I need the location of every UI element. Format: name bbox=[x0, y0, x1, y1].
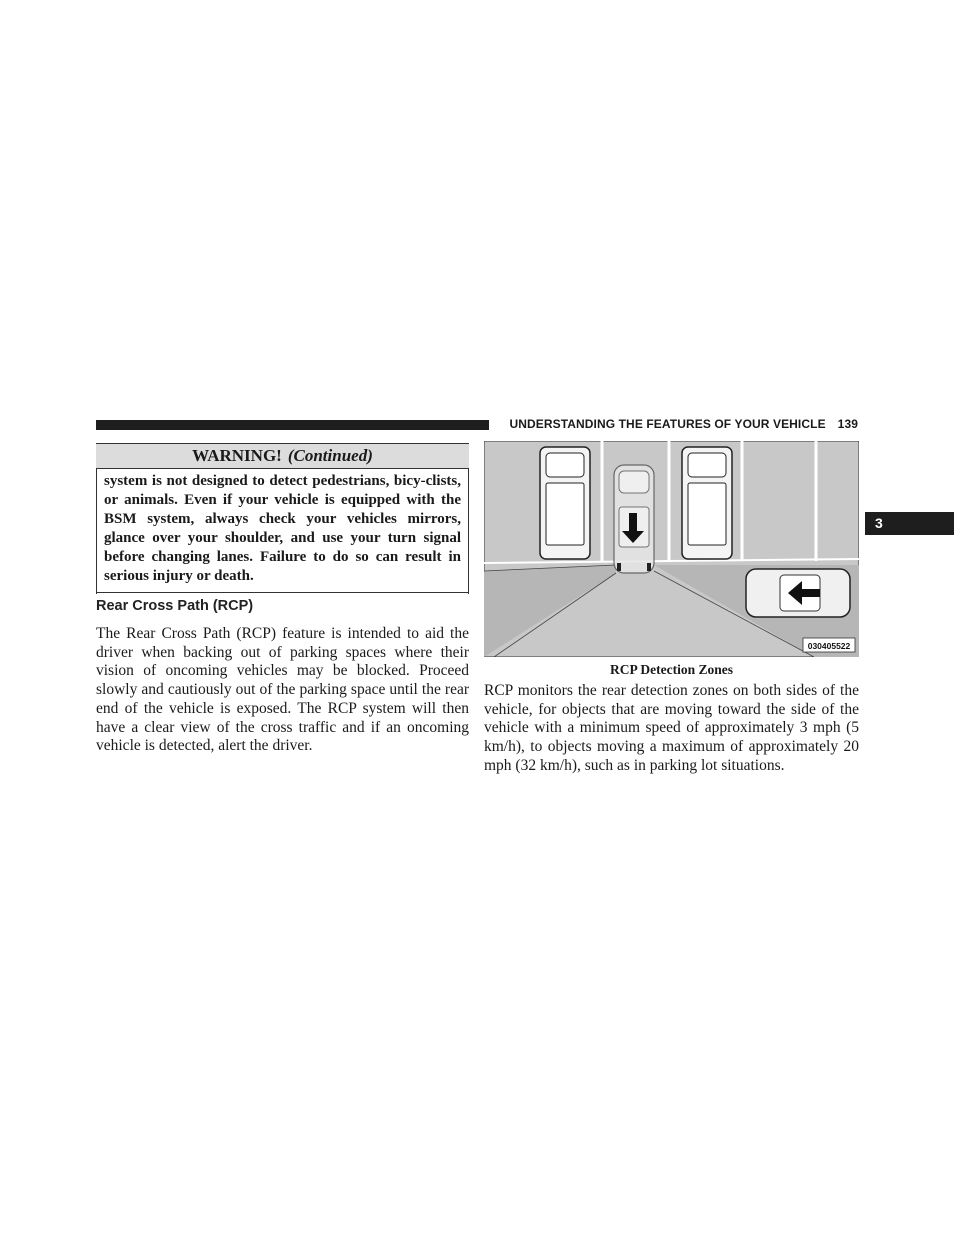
figure-caption: RCP Detection Zones bbox=[610, 662, 733, 677]
section-heading: Rear Cross Path (RCP) bbox=[96, 598, 254, 614]
section-title: UNDERSTANDING THE FEATURES OF YOUR VEHICLE bbox=[509, 417, 826, 431]
warning-text: system is not designed to detect pedestrians, bicy-clists, or animals. Even if your vehicle is equipped with the BSM system, always check your vehicles mirrors, glance over your shoulder, and use your turn signal before changing lanes. Failure to do so can result in serious injury or death. bbox=[96, 469, 469, 594]
parked-car-right bbox=[682, 447, 732, 559]
warning-box bbox=[96, 443, 469, 593]
image-code: 030405522 bbox=[807, 641, 851, 651]
warning-continued: (Continued) bbox=[287, 446, 373, 465]
rcp-illustration bbox=[484, 441, 859, 657]
warning-header bbox=[96, 444, 469, 469]
rcp-description: RCP monitors the rear detection zones on both sides of the vehicle, for objects that are moving toward the side of the vehicle with a minimum speed of approximately 3 mph (5 km/h), to objects moving a maximum of approximately 20 mph (32 km/h), such as in parking lot situations. bbox=[484, 682, 859, 774]
body-paragraph: The Rear Cross Path (RCP) feature is intended to aid the driver when backing out of parking spaces where their vision of oncoming vehicles may be blocked. Proceed slowly and cautiously out of the parking space until the rear end of the vehicle is exposed. The RCP system will then have a clear view of the cross traffic and if an oncoming vehicle is detected, alert the driver. bbox=[96, 625, 469, 755]
parked-car-left bbox=[540, 447, 590, 559]
warning-title: WARNING! bbox=[192, 446, 282, 465]
header-rule bbox=[96, 420, 489, 430]
running-header bbox=[498, 417, 858, 433]
page-number: 139 bbox=[837, 417, 858, 431]
chapter-tab: 3 bbox=[865, 512, 954, 535]
